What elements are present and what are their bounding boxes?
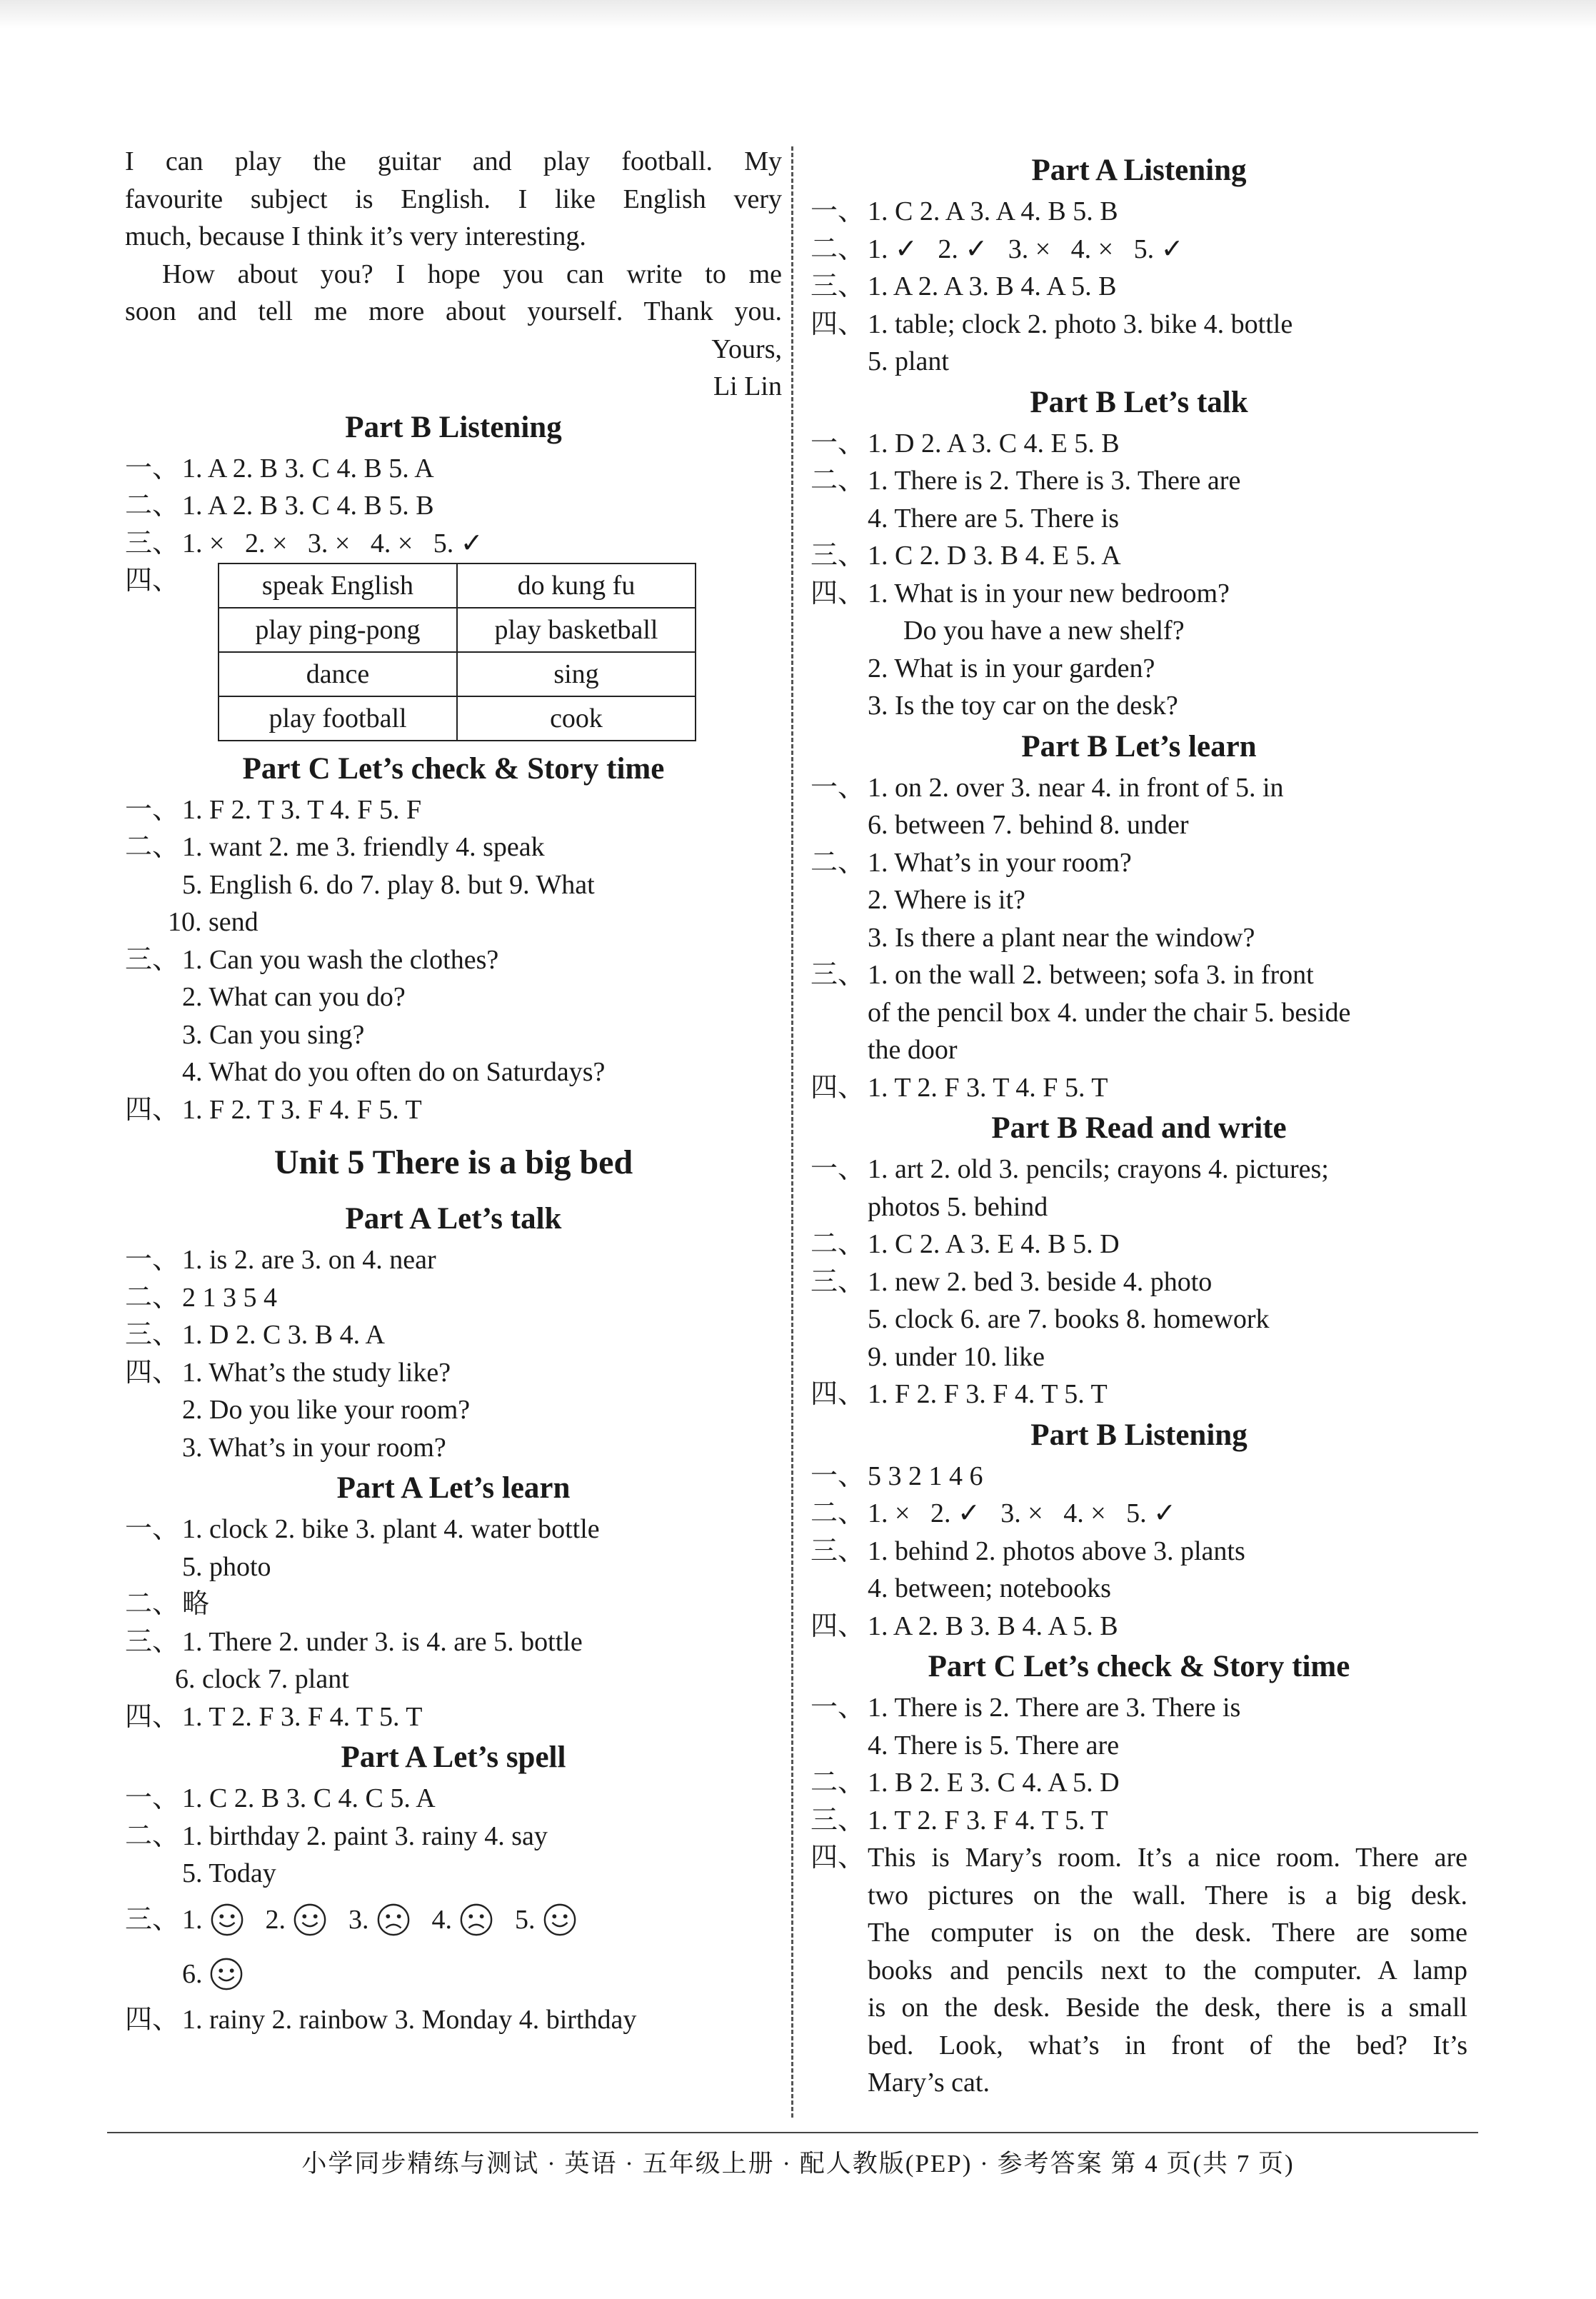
cross-mark: × bbox=[271, 528, 288, 559]
smile-face-icon bbox=[543, 1903, 577, 1937]
table-cell: play football bbox=[219, 696, 457, 741]
question-mark: 四、 bbox=[125, 1094, 180, 1125]
answer-row bbox=[810, 1689, 1467, 1727]
table-row bbox=[219, 608, 696, 652]
question-mark: 一、 bbox=[125, 1514, 180, 1544]
frown-face-icon bbox=[459, 1903, 493, 1937]
item-number: 5. bbox=[1133, 234, 1155, 264]
question-mark: 四、 bbox=[810, 1379, 865, 1409]
answer-text: 1. art 2. old 3. pencils; crayons 4. pictures; bbox=[868, 1154, 1329, 1184]
answer-text: 1. What’s the study like? bbox=[182, 1357, 451, 1388]
question-mark: 四、 bbox=[810, 309, 865, 339]
answer-row bbox=[810, 462, 1467, 500]
question-mark: 三、 bbox=[125, 528, 180, 559]
section-heading: Part B Listening bbox=[345, 410, 562, 444]
answer-text: 1. C 2. A 3. A 4. B 5. B bbox=[868, 196, 1118, 226]
answer-row bbox=[125, 2001, 782, 2039]
item-number: 4. bbox=[1063, 1498, 1084, 1528]
right-column bbox=[810, 149, 1467, 2102]
item-number: 2. bbox=[938, 234, 958, 264]
answer-text: 6. between 7. behind 8. under bbox=[868, 810, 1189, 840]
passage-line: Mary’s cat. bbox=[868, 2068, 990, 2098]
check-mark-list bbox=[182, 525, 782, 563]
question-mark: 四、 bbox=[810, 1072, 865, 1103]
answer-text: of the pencil box 4. under the chair 5. beside bbox=[868, 997, 1351, 1028]
item-number: 2. bbox=[930, 1498, 951, 1528]
answer-row bbox=[125, 1279, 782, 1317]
table-cell: play basketball bbox=[457, 608, 696, 652]
answer-row bbox=[810, 306, 1467, 344]
answer-row bbox=[125, 1316, 782, 1354]
answer-row bbox=[125, 1623, 782, 1661]
answer-text: Do you have a new shelf? bbox=[903, 616, 1185, 646]
section-heading: Part A Let’s talk bbox=[345, 1202, 562, 1236]
answer-text: 2. Do you like your room? bbox=[182, 1395, 471, 1425]
answer-text: 1. D 2. C 3. B 4. A bbox=[182, 1320, 385, 1350]
check-mark: ✓ bbox=[460, 528, 483, 559]
answer-text: 5. photo bbox=[182, 1551, 271, 1582]
answer-text: 5. plant bbox=[868, 346, 949, 376]
answer-text: 1. is 2. are 3. on 4. near bbox=[182, 1245, 436, 1275]
answer-text: 10. send bbox=[168, 907, 259, 937]
question-mark: 三、 bbox=[810, 541, 865, 571]
table-cell: cook bbox=[457, 696, 696, 741]
section-heading: Part B Read and write bbox=[991, 1111, 1287, 1145]
answer-text: 5 3 2 1 4 6 bbox=[868, 1461, 983, 1491]
answer-text: 1. F 2. F 3. F 4. T 5. T bbox=[868, 1379, 1108, 1409]
question-mark: 二、 bbox=[125, 1820, 180, 1851]
answer-row bbox=[125, 1241, 782, 1279]
answer-text: 1. Can you wash the clothes? bbox=[182, 944, 499, 975]
answer-row bbox=[125, 450, 782, 488]
answer-row bbox=[125, 1586, 782, 1623]
answer-row bbox=[810, 956, 1467, 994]
answer-row bbox=[810, 1151, 1467, 1188]
column-divider bbox=[791, 146, 793, 2118]
answer-row bbox=[125, 1698, 782, 1736]
question-mark: 三、 bbox=[810, 271, 865, 301]
answer-text: 5. clock 6. are 7. books 8. homework bbox=[868, 1304, 1270, 1334]
section-heading: Part C Let’s check & Story time bbox=[242, 751, 665, 786]
question-mark: 一、 bbox=[125, 1245, 180, 1275]
smile-face-icon bbox=[210, 1903, 244, 1937]
passage-line: is on the desk. Beside the desk, there is a small bbox=[868, 1993, 1467, 2023]
question-mark: 一、 bbox=[125, 1783, 180, 1813]
answer-row bbox=[125, 791, 782, 829]
check-mark: ✓ bbox=[1160, 234, 1184, 264]
section-heading: Part A Listening bbox=[1031, 154, 1247, 187]
answer-row bbox=[810, 1764, 1467, 1802]
answer-text: 1. birthday 2. paint 3. rainy 4. say bbox=[182, 1820, 548, 1851]
answer-text: 3. Is there a plant near the window? bbox=[868, 922, 1255, 953]
item-number: 3. bbox=[307, 528, 328, 559]
question-mark: 二、 bbox=[810, 466, 865, 496]
answer-text: 1. behind 2. photos above 3. plants bbox=[868, 1536, 1245, 1566]
answer-row bbox=[810, 537, 1467, 575]
table-row bbox=[219, 652, 696, 696]
face-list bbox=[182, 1893, 782, 1947]
passage-line: bed. Look, what’s in front of the bed? It’s bbox=[868, 2030, 1467, 2060]
answer-text: 1. B 2. E 3. C 4. A 5. D bbox=[868, 1768, 1120, 1798]
answer-row bbox=[125, 487, 782, 525]
answer-text: 9. under 10. like bbox=[868, 1341, 1045, 1372]
letter-line: favourite subject is English. I like English very bbox=[125, 184, 782, 214]
question-mark: 一、 bbox=[810, 196, 865, 226]
cross-mark: × bbox=[1098, 234, 1114, 264]
page-top-edge bbox=[0, 0, 1596, 29]
item-number: 5. bbox=[515, 1904, 536, 1935]
answer-text: 2 1 3 5 4 bbox=[182, 1282, 277, 1313]
answer-row bbox=[810, 425, 1467, 463]
answer-text: 4. There are 5. There is bbox=[868, 503, 1120, 534]
answer-text: 1. F 2. T 3. F 4. F 5. T bbox=[182, 1094, 422, 1125]
answer-row bbox=[125, 1354, 782, 1392]
answer-text: 3. Is the toy car on the desk? bbox=[868, 691, 1178, 721]
cross-mark: × bbox=[1028, 1498, 1043, 1528]
table-cell: dance bbox=[219, 652, 457, 696]
answer-row bbox=[125, 1511, 782, 1548]
frown-face-icon bbox=[376, 1903, 411, 1937]
question-mark: 四、 bbox=[810, 578, 865, 608]
answer-row bbox=[810, 231, 1467, 269]
question-mark: 一、 bbox=[810, 1154, 865, 1184]
item-number: 5. bbox=[1126, 1498, 1147, 1528]
answer-row bbox=[810, 1069, 1467, 1107]
answer-text: 1. C 2. D 3. B 4. E 5. A bbox=[868, 541, 1121, 571]
cross-mark: × bbox=[1035, 234, 1051, 264]
answer-row bbox=[810, 1802, 1467, 1840]
answer-row bbox=[125, 941, 782, 979]
question-mark: 二、 bbox=[125, 491, 180, 521]
answer-row bbox=[810, 1226, 1467, 1263]
passage-line: two pictures on the wall. There is a big desk. bbox=[868, 1880, 1467, 1910]
answer-text: 1. A 2. B 3. C 4. B 5. B bbox=[182, 491, 434, 521]
answer-text: 1. on the wall 2. between; sofa 3. in front bbox=[868, 960, 1314, 990]
unit-title: Unit 5 There is a big bed bbox=[273, 1143, 633, 1181]
answer-row bbox=[125, 1893, 782, 1947]
answer-text: 5. Today bbox=[182, 1858, 276, 1888]
answer-row bbox=[125, 525, 782, 563]
answer-row bbox=[810, 1376, 1467, 1413]
question-mark: 三、 bbox=[810, 1536, 865, 1566]
answer-text: 1. A 2. B 3. C 4. B 5. A bbox=[182, 453, 434, 484]
answer-text: photos 5. behind bbox=[868, 1191, 1048, 1222]
check-mark: ✓ bbox=[957, 1498, 980, 1528]
page-footer: 小学同步精练与测试 · 英语 · 五年级上册 · 配人教版(PEP) · 参考答案 第 4 页(共 7 页) bbox=[301, 2150, 1295, 2178]
question-mark: 一、 bbox=[810, 428, 865, 459]
table-row bbox=[219, 696, 696, 741]
face-row-continued bbox=[125, 1947, 782, 2001]
section-heading: Part C Let’s check & Story time bbox=[928, 1650, 1350, 1683]
item-number: 2. bbox=[265, 1904, 286, 1935]
cross-mark: × bbox=[397, 528, 413, 559]
cross-mark: × bbox=[895, 1498, 910, 1528]
item-number: 6. bbox=[182, 1958, 203, 1989]
answer-text: 略 bbox=[182, 1589, 210, 1619]
item-number: 3. bbox=[1000, 1498, 1021, 1528]
answer-text: 1. What is in your new bedroom? bbox=[868, 578, 1230, 608]
answer-text: 3. What’s in your room? bbox=[182, 1432, 446, 1463]
smile-face-icon bbox=[293, 1903, 327, 1937]
question-mark: 一、 bbox=[125, 453, 180, 484]
cross-mark: × bbox=[1090, 1498, 1106, 1528]
check-mark-list bbox=[868, 1495, 1467, 1533]
question-mark: 四、 bbox=[810, 1611, 865, 1641]
passage-line: This is Mary’s room. It’s a nice room. There are bbox=[868, 1843, 1467, 1873]
question-mark: 一、 bbox=[810, 1461, 865, 1491]
question-mark: 一、 bbox=[810, 1693, 865, 1723]
letter-line: How about you? I hope you can write to me bbox=[162, 259, 782, 289]
answer-text: 6. clock 7. plant bbox=[175, 1664, 349, 1694]
answer-text: 2. Where is it? bbox=[868, 885, 1025, 915]
question-mark: 一、 bbox=[125, 794, 180, 825]
question-mark: 三、 bbox=[125, 944, 180, 975]
item-number: 3. bbox=[348, 1904, 369, 1935]
answer-text: 1. There is 2. There are 3. There is bbox=[868, 1693, 1241, 1723]
letter-line: soon and tell me more about yourself. Thank you. bbox=[125, 296, 782, 326]
question-mark: 四、 bbox=[810, 1843, 865, 1873]
answer-text: 1. clock 2. bike 3. plant 4. water bottle bbox=[182, 1514, 600, 1544]
answer-text: 5. English 6. do 7. play 8. but 9. What bbox=[182, 869, 595, 900]
answer-text: 2. What is in your garden? bbox=[868, 653, 1155, 683]
item-number: 1. bbox=[868, 234, 888, 264]
section-heading: Part A Let’s spell bbox=[341, 1740, 566, 1774]
answer-text: 1. D 2. A 3. C 4. E 5. B bbox=[868, 428, 1120, 459]
answer-text: 1. What’s in your room? bbox=[868, 847, 1132, 878]
passage-line: books and pencils next to the computer. A lamp bbox=[868, 1955, 1467, 1985]
answer-row bbox=[810, 1263, 1467, 1301]
answer-row bbox=[810, 1495, 1467, 1533]
answer-text: 4. between; notebooks bbox=[868, 1573, 1111, 1603]
check-mark-list bbox=[868, 231, 1467, 269]
item-number: 3. bbox=[1008, 234, 1029, 264]
letter-closing: Yours, bbox=[711, 334, 782, 364]
table-cell: do kung fu bbox=[457, 564, 696, 608]
item-number: 1. bbox=[868, 1498, 888, 1528]
question-mark: 一、 bbox=[810, 772, 865, 803]
question-mark: 三、 bbox=[125, 1904, 180, 1935]
answer-row bbox=[810, 193, 1467, 231]
section-heading: Part B Let’s talk bbox=[1030, 385, 1248, 419]
question-mark: 二、 bbox=[810, 1768, 865, 1798]
section-heading: Part B Let’s learn bbox=[1021, 729, 1257, 763]
check-mark: ✓ bbox=[965, 234, 988, 264]
answer-row bbox=[810, 268, 1467, 306]
answer-row bbox=[810, 1458, 1467, 1496]
answer-text: 1. new 2. bed 3. beside 4. photo bbox=[868, 1266, 1213, 1297]
section-heading: Part A Let’s learn bbox=[336, 1471, 571, 1505]
answer-text: 1. There 2. under 3. is 4. are 5. bottle bbox=[182, 1626, 583, 1657]
question-mark: 二、 bbox=[810, 1498, 865, 1528]
cross-mark: × bbox=[334, 528, 351, 559]
question-mark: 二、 bbox=[125, 832, 180, 862]
answer-row bbox=[125, 828, 782, 866]
answer-text: 1. C 2. A 3. E 4. B 5. D bbox=[868, 1229, 1120, 1259]
answer-text: the door bbox=[868, 1035, 958, 1065]
passage-line: The computer is on the desk. There are some bbox=[868, 1918, 1467, 1948]
question-mark: 四、 bbox=[125, 566, 180, 596]
table-cell: sing bbox=[457, 652, 696, 696]
left-column bbox=[125, 143, 782, 2038]
item-number: 4. bbox=[1070, 234, 1092, 264]
answer-row bbox=[810, 844, 1467, 882]
table-cell: speak English bbox=[219, 564, 457, 608]
cross-mark: × bbox=[209, 528, 225, 559]
answer-text: 1. T 2. F 3. F 4. T 5. T bbox=[868, 1805, 1108, 1835]
question-mark: 三、 bbox=[810, 1805, 865, 1835]
question-mark: 三、 bbox=[125, 1320, 180, 1350]
answer-row bbox=[810, 1608, 1467, 1646]
letter-line: much, because I think it’s very interesting. bbox=[125, 221, 586, 251]
answer-text: 4. There is 5. There are bbox=[868, 1730, 1120, 1760]
table-row bbox=[219, 564, 696, 608]
activity-table bbox=[218, 563, 696, 741]
letter-section bbox=[125, 143, 782, 406]
question-mark: 四、 bbox=[125, 1357, 180, 1388]
letter-signature: Li Lin bbox=[713, 371, 782, 401]
answer-text: 1. T 2. F 3. T 4. F 5. T bbox=[868, 1072, 1108, 1103]
question-mark: 二、 bbox=[125, 1282, 180, 1313]
question-mark: 三、 bbox=[810, 960, 865, 990]
letter-line: I can play the guitar and play football. My bbox=[125, 146, 782, 176]
check-mark: ✓ bbox=[1153, 1498, 1176, 1528]
answer-text: 2. What can you do? bbox=[182, 982, 406, 1012]
question-mark: 三、 bbox=[810, 1266, 865, 1297]
question-mark: 四、 bbox=[125, 2004, 180, 2035]
answer-text: 4. What do you often do on Saturdays? bbox=[182, 1057, 606, 1087]
answer-text: 1. T 2. F 3. F 4. T 5. T bbox=[182, 1701, 423, 1732]
item-number: 5. bbox=[433, 528, 454, 559]
question-mark: 四、 bbox=[125, 1701, 180, 1732]
table-cell: play ping-pong bbox=[219, 608, 457, 652]
question-mark: 二、 bbox=[810, 1229, 865, 1259]
answer-row bbox=[810, 575, 1467, 613]
answer-text: 1. A 2. A 3. B 4. A 5. B bbox=[868, 271, 1117, 301]
answer-row bbox=[810, 1839, 1467, 1877]
question-mark: 三、 bbox=[125, 1626, 180, 1657]
answer-text: 1. F 2. T 3. T 4. F 5. F bbox=[182, 794, 422, 825]
question-mark: 二、 bbox=[810, 847, 865, 878]
question-mark: 二、 bbox=[125, 1589, 180, 1619]
answer-row bbox=[810, 1533, 1467, 1571]
answer-text: 1. C 2. B 3. C 4. C 5. A bbox=[182, 1783, 436, 1813]
smile-face-icon bbox=[209, 1957, 244, 1991]
section-heading: Part B Listening bbox=[1030, 1418, 1248, 1452]
item-number: 4. bbox=[370, 528, 391, 559]
footer-rule bbox=[107, 2132, 1478, 2133]
answer-text: 1. want 2. me 3. friendly 4. speak bbox=[182, 832, 545, 862]
question-mark: 二、 bbox=[810, 234, 865, 264]
answer-row bbox=[810, 769, 1467, 807]
check-mark: ✓ bbox=[895, 234, 918, 264]
answer-row bbox=[125, 1091, 782, 1129]
item-number: 1. bbox=[182, 528, 203, 559]
answer-row bbox=[125, 1780, 782, 1818]
answer-text: 1. rainy 2. rainbow 3. Monday 4. birthday bbox=[182, 2004, 637, 2035]
item-number: 2. bbox=[244, 528, 266, 559]
answer-text: 1. on 2. over 3. near 4. in front of 5. in bbox=[868, 772, 1284, 803]
item-number: 1. bbox=[182, 1904, 203, 1935]
item-number: 4. bbox=[431, 1904, 452, 1935]
answer-text: 3. Can you sing? bbox=[182, 1019, 365, 1050]
answer-text: 1. table; clock 2. photo 3. bike 4. bottle bbox=[868, 309, 1293, 339]
answer-row bbox=[125, 1818, 782, 1855]
answer-text: 1. There is 2. There is 3. There are bbox=[868, 466, 1241, 496]
answer-text: 1. A 2. B 3. B 4. A 5. B bbox=[868, 1611, 1118, 1641]
